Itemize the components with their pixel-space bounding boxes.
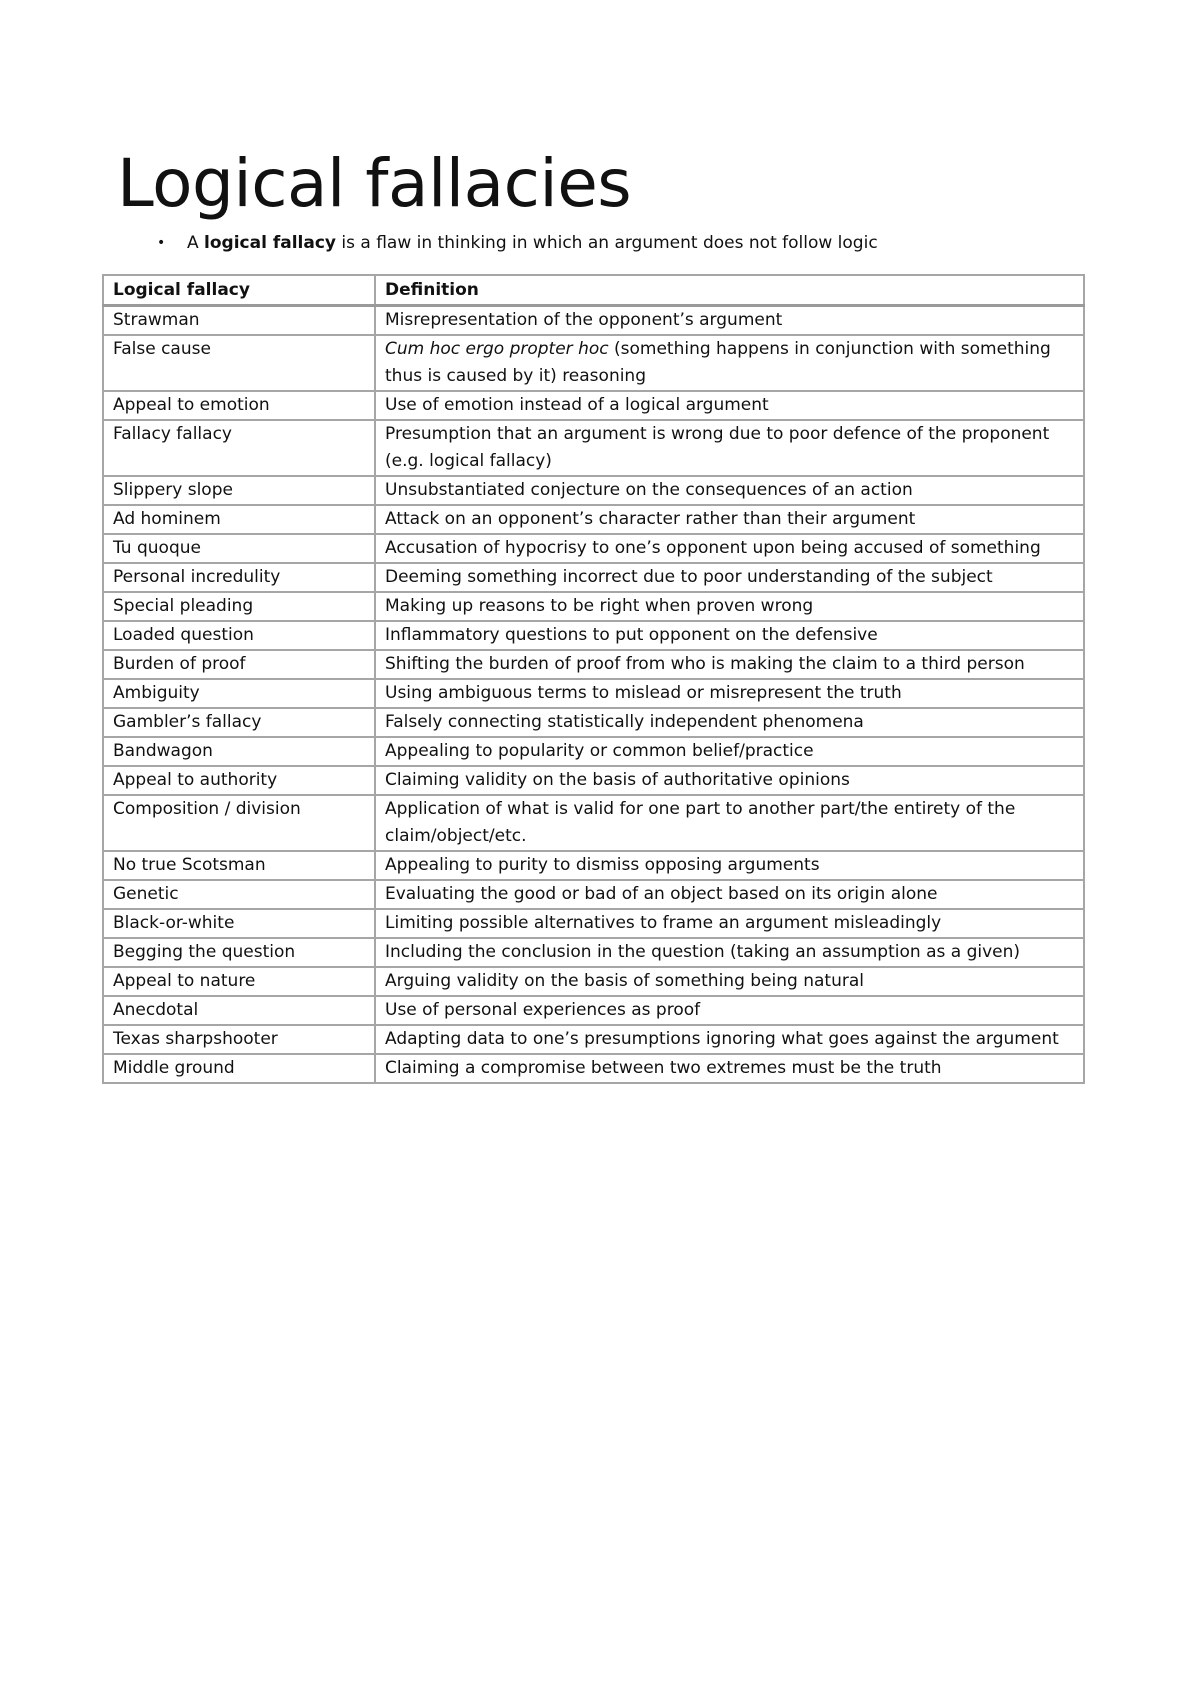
fallacy-name-cell: Slippery slope [103,476,375,505]
fallacy-definition-cell [375,563,1084,592]
definition-text: Evaluating the good or bad of an object based on its origin alone [385,884,938,904]
fallacy-name-cell: Tu quoque [103,534,375,563]
fallacy-definition-cell [375,1054,1084,1083]
table-row [103,391,1084,420]
table-row [103,1025,1084,1054]
fallacy-definition-cell [375,306,1084,336]
definition-text: Adapting data to one’s presumptions ignoring what goes against the argument [385,1029,1059,1049]
definition-text: Claiming a compromise between two extremes must be the truth [385,1058,942,1078]
definition-text: Deeming something incorrect due to poor understanding of the subject [385,567,993,587]
definition-text: Including the conclusion in the question (taking an assumption as a given) [385,942,1021,962]
fallacy-name-cell: Gambler’s fallacy [103,708,375,737]
fallacy-name-cell: Middle ground [103,1054,375,1083]
definition-text: Application of what is valid for one part to another part/the entirety of the claim/object/etc. [385,799,1016,846]
fallacy-definition-cell [375,766,1084,795]
page-title: Logical fallacies [117,145,632,222]
fallacy-definition-cell [375,391,1084,420]
table-row [103,476,1084,505]
table-row [103,592,1084,621]
fallacy-definition-cell [375,476,1084,505]
table-row [103,505,1084,534]
definition-italic-term: Cum hoc ergo propter hoc [385,339,609,359]
fallacy-name-cell: Composition / division [103,795,375,851]
definition-text: Arguing validity on the basis of something being natural [385,971,864,991]
intro-prefix: A [187,233,205,253]
fallacy-definition-cell [375,420,1084,476]
definition-text: Appealing to purity to dismiss opposing arguments [385,855,820,875]
fallacy-definition-cell [375,795,1084,851]
definition-text: Using ambiguous terms to mislead or misrepresent the truth [385,683,902,703]
definition-text: Accusation of hypocrisy to one’s opponent upon being accused of something [385,538,1041,558]
table-row [103,851,1084,880]
fallacy-definition-cell [375,679,1084,708]
fallacy-name-cell: Begging the question [103,938,375,967]
fallacy-definition-cell [375,335,1084,391]
fallacy-definition-cell [375,851,1084,880]
table-row [103,306,1084,336]
intro-bold-term: logical fallacy [204,233,336,253]
definition-text: Claiming validity on the basis of authoritative opinions [385,770,850,790]
definition-text: Presumption that an argument is wrong due to poor defence of the proponent (e.g. logical fallacy) [385,424,1050,471]
fallacy-definition-cell [375,938,1084,967]
fallacy-name-cell: Strawman [103,306,375,336]
definition-text: Attack on an opponent’s character rather than their argument [385,509,916,529]
column-header-fallacy: Logical fallacy [103,275,375,306]
fallacy-name-cell: Ad hominem [103,505,375,534]
definition-text: Use of personal experiences as proof [385,1000,701,1020]
fallacy-name-cell: Fallacy fallacy [103,420,375,476]
table-row [103,909,1084,938]
fallacy-name-cell: Anecdotal [103,996,375,1025]
fallacy-definition-cell [375,909,1084,938]
fallacies-table [102,274,1085,1084]
definition-text: Limiting possible alternatives to frame an argument misleadingly [385,913,942,933]
intro-list [157,232,878,254]
table-row [103,679,1084,708]
fallacy-name-cell: Appeal to authority [103,766,375,795]
fallacy-definition-cell [375,708,1084,737]
table-body [103,306,1084,1084]
definition-text: Inflammatory questions to put opponent on the defensive [385,625,878,645]
fallacy-name-cell: False cause [103,335,375,391]
table-row [103,1054,1084,1083]
table-row [103,420,1084,476]
definition-text: Unsubstantiated conjecture on the consequences of an action [385,480,913,500]
fallacy-definition-cell [375,880,1084,909]
column-header-definition: Definition [375,275,1084,306]
definition-text: (something happens in conjunction with something thus is caused by it) reasoning [385,339,1051,386]
table-row [103,996,1084,1025]
fallacy-name-cell: Appeal to emotion [103,391,375,420]
definition-text: Shifting the burden of proof from who is making the claim to a third person [385,654,1025,674]
fallacy-name-cell: Black-or-white [103,909,375,938]
fallacy-definition-cell [375,505,1084,534]
table-row [103,766,1084,795]
fallacy-name-cell: Bandwagon [103,737,375,766]
fallacy-name-cell: Personal incredulity [103,563,375,592]
fallacy-definition-cell [375,1025,1084,1054]
table-row [103,563,1084,592]
table-row [103,795,1084,851]
table-header-row [103,275,1084,306]
fallacy-definition-cell [375,967,1084,996]
fallacy-definition-cell [375,737,1084,766]
fallacy-name-cell: No true Scotsman [103,851,375,880]
fallacy-definition-cell [375,996,1084,1025]
fallacy-name-cell: Texas sharpshooter [103,1025,375,1054]
table-row [103,534,1084,563]
fallacy-name-cell: Appeal to nature [103,967,375,996]
table-row [103,938,1084,967]
definition-text: Use of emotion instead of a logical argument [385,395,769,415]
definition-text: Making up reasons to be right when proven wrong [385,596,814,616]
table-row [103,650,1084,679]
fallacy-name-cell: Genetic [103,880,375,909]
fallacy-definition-cell [375,592,1084,621]
table-row [103,880,1084,909]
fallacy-name-cell: Loaded question [103,621,375,650]
fallacy-definition-cell [375,621,1084,650]
table-row [103,967,1084,996]
table-row [103,708,1084,737]
definition-text: Appealing to popularity or common belief/practice [385,741,814,761]
fallacy-definition-cell [375,650,1084,679]
table-row [103,335,1084,391]
definition-text: Falsely connecting statistically independent phenomena [385,712,864,732]
bullet-icon: • [157,235,166,251]
table-row [103,621,1084,650]
fallacy-definition-cell [375,534,1084,563]
fallacy-name-cell: Ambiguity [103,679,375,708]
definition-text: Misrepresentation of the opponent’s argument [385,310,783,330]
table-row [103,737,1084,766]
intro-rest: is a flaw in thinking in which an argument does not follow logic [336,233,878,253]
fallacy-name-cell: Special pleading [103,592,375,621]
fallacy-name-cell: Burden of proof [103,650,375,679]
intro-bullet-item [157,232,878,254]
